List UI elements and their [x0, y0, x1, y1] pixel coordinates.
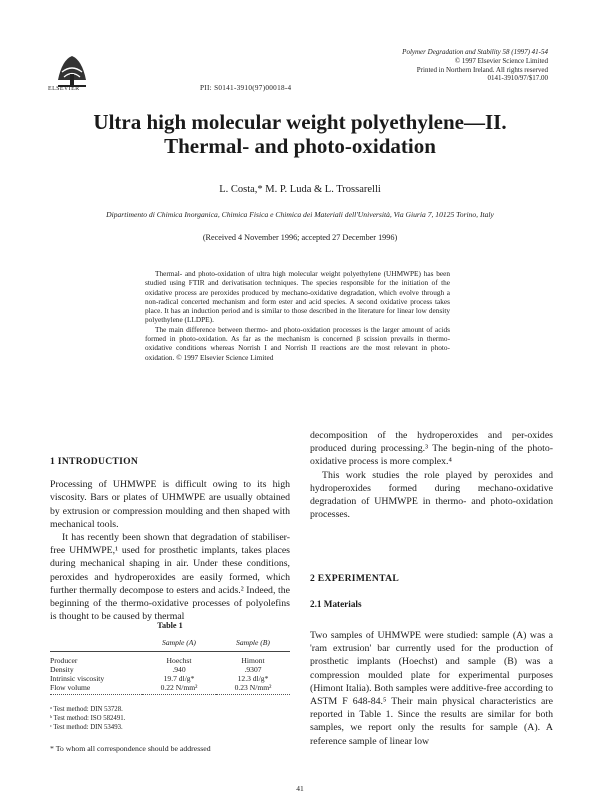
cell-a: Hoechst — [166, 656, 192, 665]
table-corner — [50, 638, 142, 652]
cell-b: 0.23 N/mm² — [216, 683, 290, 695]
received-dates: (Received 4 November 1996; accepted 27 December 1996) — [202, 233, 398, 242]
pii-code: PII: S0141-3910(97)00018-4 — [200, 84, 292, 92]
paper-title — [40, 110, 560, 158]
title-line-2: Thermal- and photo-oxidation — [164, 134, 436, 158]
table-footnotes — [50, 705, 290, 732]
title-line-1: Ultra high molecular weight polyethylene—II. — [93, 110, 507, 134]
intro-paragraph-2: It has recently been shown that degradation of stabiliser-free UHMWPE,¹ used for prosthetic implants, takes places during mechanical shaping in air. Under these conditions, peroxides and hydroperoxides are easily formed, which further thermally decompose to esters and acids.² Indeed, the beginning of the thermo-oxidative processes of polyolefins is thought to be caused by thermal — [50, 532, 290, 623]
column-header-sample-a: Sample (A) — [142, 638, 216, 652]
right-column-top — [310, 429, 553, 521]
cell-a: 19.7 dl/g* — [163, 674, 195, 683]
page-number: 41 — [296, 784, 304, 793]
authors: L. Costa,* M. P. Luda & L. Trossarelli — [219, 184, 381, 195]
journal-citation: Polymer Degradation and Stability 58 (1997) 41-54 — [402, 48, 548, 56]
abstract — [145, 269, 450, 362]
right-paragraph-1: decomposition of the hydroperoxides and per-oxides produced during processing.³ The begin-ning of the photo-oxidative process is more complex.⁴ — [310, 430, 553, 468]
intro-paragraph-1: Processing of UHMWPE is difficult owing to its high viscosity. Bars or plates of UHMWPE are usually obtained by extrusion or compression moulding and then shaped with mechanical tools. — [50, 479, 290, 530]
cell-b: Himont — [241, 656, 265, 665]
table-row — [50, 683, 290, 695]
publisher-name: ELSEVIER — [48, 86, 80, 92]
column-header-sample-b: Sample (B) — [216, 638, 290, 652]
table-row — [50, 674, 290, 683]
footnote-b: ᵇ Test method: ISO 582491. — [50, 715, 126, 722]
row-label: Producer — [50, 656, 78, 665]
affiliation: Dipartimento di Chimica Inorganica, Chimica Fisica e Chimica dei Materiali dell'Università, Via Giuria 7, 10125 Torino, Italy — [106, 210, 494, 219]
cell-a: .940 — [172, 665, 186, 674]
table-row — [50, 665, 290, 674]
table-row — [50, 652, 290, 666]
journal-info — [328, 48, 548, 83]
section-heading-introduction: 1 INTRODUCTION — [50, 456, 139, 467]
row-label: Intrinsic viscosity — [50, 674, 105, 683]
abstract-paragraph-2: The main difference between thermo- and photo-oxidation processes is the larger amount of acids formed in photo-oxidation. As far as the mechanism is concerned β scission prevails in thermo-oxidative conditions whereas Norrish I and Norrish II reactions are the most relevant in photo-oxidation. © 1997 Elsevier Science Limited — [145, 324, 450, 362]
cell-b: .9307 — [244, 665, 262, 674]
table-title: Table 1 — [157, 621, 183, 630]
elsevier-tree-logo — [52, 50, 92, 90]
subsection-heading-materials: 2.1 Materials — [310, 599, 362, 609]
left-column — [50, 455, 290, 623]
footnote-a: ᵃ Test method: DIN 53728. — [50, 706, 123, 713]
footnote-c: ᶜ Test method: DIN 53493. — [50, 724, 123, 731]
row-label: Density — [50, 665, 74, 674]
materials-paragraph: Two samples of UHMWPE were studied: sample (A) was a 'ram extrusion' bar currently used for the production of prosthetic implants (Hoechst) and sample (B) was a compression moulded plate for experimental purposes (Himont Italia). Both samples were additive-free according to ASTM F 648-84.⁵ Their main physical characteristics are reported in Table 1. Since the results are similar for both samples, we report only the results for sample (A). A reference sample of linear low — [310, 630, 553, 747]
copyright-line: © 1997 Elsevier Science Limited — [454, 56, 548, 65]
issn-line: 0141-3910/97/$17.00 — [487, 74, 548, 83]
printed-line: Printed in Northern Ireland. All rights reserved — [416, 65, 548, 74]
correspondence-note: * To whom all correspondence should be addressed — [50, 744, 211, 753]
right-column-materials — [310, 629, 553, 748]
row-label: Flow volume — [50, 683, 142, 695]
right-paragraph-2: This work studies the role played by peroxides and hydroperoxides formed during mechano-oxidative degradation of UHMWPE in thermo- and photo-oxidation processes. — [310, 469, 553, 521]
abstract-paragraph-1: Thermal- and photo-oxidation of ultra high molecular weight polyethylene (UHMWPE) has been studied using FTIR and derivatisation techniques. The species responsible for the initiation of the oxidative process are peroxides produced by mechano-oxidative degradation, which evolve through a non-radical concerted mechanism and form ester and acid species. A second oxidative process takes place. It has an induction period and is similar to those described in the literature for linear low density polyethylene (LLDPE). — [145, 269, 450, 325]
section-heading-experimental: 2 EXPERIMENTAL — [310, 573, 400, 584]
cell-b: 12.3 dl/g* — [237, 674, 269, 683]
cell-a: 0.22 N/mm² — [142, 683, 216, 695]
table-1 — [50, 638, 290, 695]
